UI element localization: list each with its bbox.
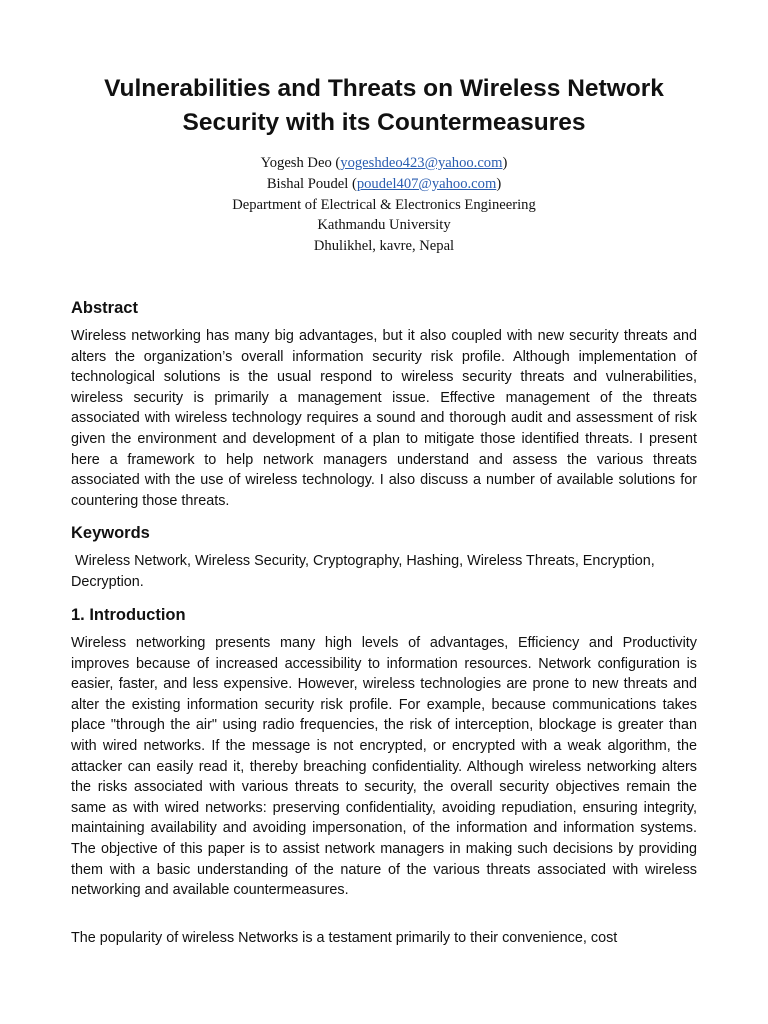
- affiliation-department: Department of Electrical & Electronics Engineering: [232, 196, 536, 213]
- paper-title-line-2: Security with its Countermeasures: [182, 109, 586, 136]
- introduction-paragraph-2: The popularity of wireless Networks is a testament primarily to their convenience, cost: [71, 930, 618, 946]
- abstract-heading: Abstract: [71, 299, 138, 317]
- author-2-email-link[interactable]: poudel407@yahoo.com: [356, 175, 497, 192]
- paper-title: [40, 72, 728, 140]
- author-1-email-link[interactable]: yogeshdeo423@yahoo.com: [340, 155, 503, 171]
- author-2-name: Bishal Poudel: [266, 175, 349, 192]
- affiliation-location: Dhulikhel, kavre, Nepal: [313, 238, 455, 255]
- paper-title-line-1: Vulnerabilities and Threats on Wireless Network: [104, 75, 664, 102]
- keywords-heading: Keywords: [71, 524, 150, 542]
- author-block: [40, 153, 728, 257]
- author-1: Yogesh Deo (yogeshdeo423@yahoo.com): [260, 155, 508, 171]
- introduction-heading: 1. Introduction: [71, 606, 186, 624]
- keywords-text: Wireless Network, Wireless Security, Cryptography, Hashing, Wireless Threats, Encryption, Decryption.: [71, 553, 655, 590]
- author-2: Bishal Poudel (poudel407@yahoo.com): [266, 175, 502, 192]
- introduction-paragraph-1: Wireless networking presents many high levels of advantages, Efficiency and Productivity improves because of increased accessibility to information resources. Network configuration is easier, faster, and less expensive. However, wireless technologies are prone to new threats and alter the existing information security risk profile. For example, because communications takes place "through the air" using radio frequencies, the risk of interception, blockage is greater than with wired networks. If the message is not encrypted, or encrypted with a weak algorithm, the attacker can easily read it, thereby breaching confidentiality. Although wireless networking alters the risks associated with various threats to security, the overall security objectives remain the same as with wired networks: preserving confidentiality, avoiding repudiation, ensuring integrity, maintaining availability and avoiding impersonation, of the information and information systems. The objective of this paper is to assist network managers in making such decisions by providing them with a basic understanding of the nature of the various threats associated with wireless networking and available countermeasures.: [71, 635, 697, 899]
- abstract-text: Wireless networking has many big advantages, but it also coupled with new security threats and alters the organization’s overall information security risk profile. Although implementation of technological solutions is the usual respond to wireless security threats and vulnerabilities, wireless security is primarily a management issue. Effective management of the threats associated with wireless technology requires a sound and thorough audit and assessment of risk given the environment and development of a plan to mitigate those identified threats. I present here a framework to help network managers understand and assess the various threats associated with the use of wireless technology. I also discuss a number of available solutions for countering those threats.: [71, 328, 697, 509]
- affiliation-university: Kathmandu University: [317, 217, 451, 234]
- author-1-name: Yogesh Deo: [260, 155, 332, 171]
